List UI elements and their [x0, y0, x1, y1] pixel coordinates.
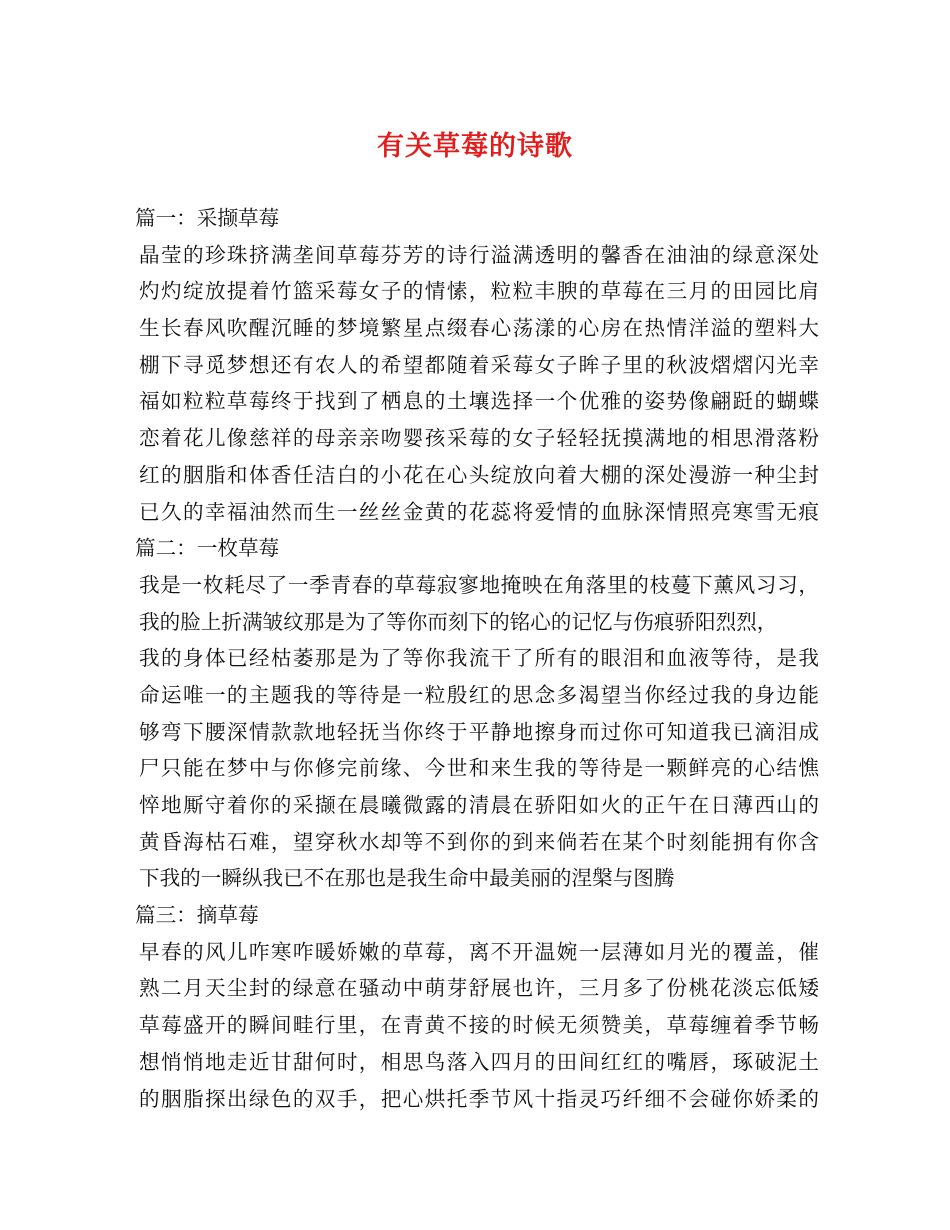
document-body	[135, 200, 819, 1117]
poem-line: 草莓盛开的瞬间畦行里，在青黄不接的时候无须赞美，草莓缠着季节畅	[139, 1013, 819, 1038]
poem-line: 黄昏海枯石难，望穿秋水却等不到你的到来倘若在某个时刻能拥有你含	[139, 829, 819, 854]
poem-line: 命运唯一的主题我的等待是一粒殷红的思念多渴望当你经过我的身边能	[139, 682, 819, 707]
poem-line: 我是一枚耗尽了一季青春的草莓寂寥地掩映在角落里的枝蔓下薰风习习，	[139, 572, 819, 597]
section-heading: 篇三：摘草莓	[135, 903, 259, 928]
poem-line: 早春的风儿咋寒咋暖娇嫩的草莓，离不开温婉一层薄如月光的覆盖，催	[139, 939, 819, 964]
poem-line: 我的身体已经枯萎那是为了等你我流干了所有的眼泪和血液等待，是我	[139, 646, 819, 671]
section-heading: 篇一：采撷草莓	[135, 206, 280, 230]
poem-line: 已久的幸福油然而生一丝丝金黄的花蕊将爱情的血脉深情照亮寒雪无痕	[139, 499, 819, 524]
poem-line: 够弯下腰深情款款地轻抚当你终于平静地擦身而过你可知道我已滴泪成	[139, 719, 819, 744]
document-title: 有关草莓的诗歌	[377, 131, 573, 162]
poem-line: 红的胭脂和体香任洁白的小花在心头绽放向着大棚的深处漫游一种尘封	[139, 462, 819, 487]
poem-line: 棚下寻觅梦想还有农人的希望都随着采莓女子眸子里的秋波熠熠闪光幸	[139, 352, 819, 377]
poem-line: 恋着花儿像慈祥的母亲亲吻婴孩采莓的女子轻轻抚摸满地的相思滑落粉	[139, 426, 819, 451]
poem-line: 晶莹的珍珠挤满垄间草莓芬芳的诗行溢满透明的馨香在油油的绿意深处	[139, 242, 819, 267]
poem-line: 悴地厮守着你的采撷在晨曦微露的清晨在骄阳如火的正午在日薄西山的	[139, 793, 819, 817]
poem-line: 想悄悄地走近甘甜何时，相思鸟落入四月的田间红红的嘴唇，琢破泥土	[139, 1049, 819, 1074]
section-heading: 篇二：一枚草莓	[135, 536, 280, 561]
poem-line: 我的脸上折满皱纹那是为了等你而刻下的铭心的记忆与伤痕骄阳烈烈，	[139, 609, 778, 634]
poem-line: 灼灼绽放提着竹篮采莓女子的情愫，粒粒丰腴的草莓在三月的田园比肩	[139, 279, 819, 304]
poem-line: 的胭脂探出绿色的双手，把心烘托季节风十指灵巧纤细不会碰你娇柔的	[139, 1086, 819, 1111]
poem-line: 福如粒粒草莓终于找到了栖息的土壤选择一个优雅的姿势像翩跹的蝴蝶	[139, 389, 819, 414]
poem-line: 生长春风吹醒沉睡的梦境繁星点缀春心荡漾的心房在热情洋溢的塑料大	[139, 316, 819, 341]
poem-line: 下我的一瞬纵我已不在那也是我生命中最美丽的涅槃与图腾	[139, 866, 675, 891]
poem-line: 熟二月天尘封的绿意在骚动中萌芽舒展也许，三月多了份桃花淡忘低矮	[139, 976, 819, 1001]
poem-line: 尸只能在梦中与你修完前缘、今世和来生我的等待是一颗鲜亮的心结憔	[139, 756, 819, 781]
